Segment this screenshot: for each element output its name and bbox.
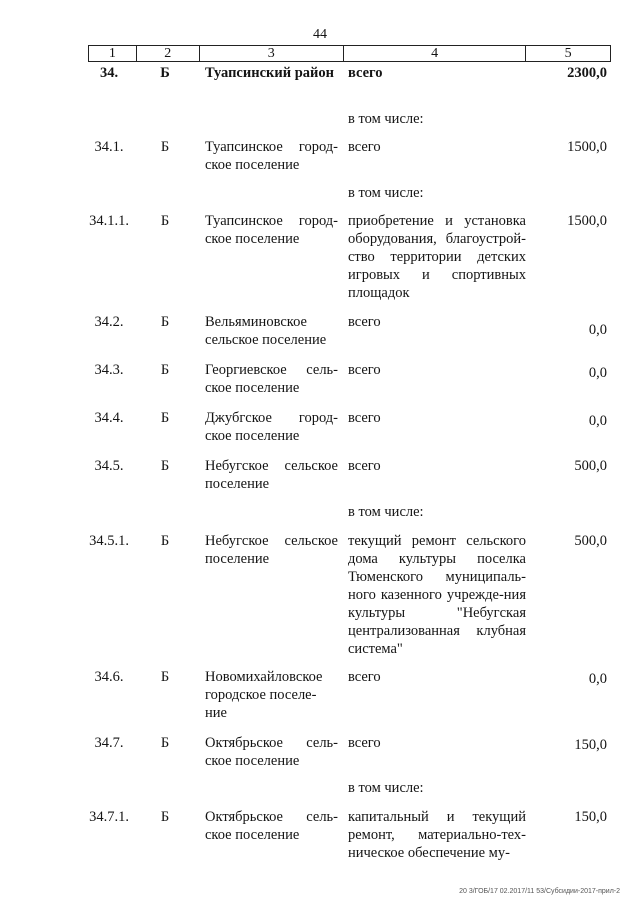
row-number: 34. <box>99 65 119 81</box>
row-description: всего <box>348 458 381 474</box>
row-category: Б <box>160 410 170 426</box>
row-amount: 0,0 <box>588 322 607 338</box>
row-number: 34.3. <box>94 362 124 378</box>
subtotal-caption: в том числе: <box>348 185 424 201</box>
row-amount: 2300,0 <box>567 65 607 81</box>
row-number: 34.2. <box>94 314 124 330</box>
row-category: Б <box>160 139 170 155</box>
row-name: Вельяминовское сельское поселение <box>205 314 327 348</box>
page-number: 44 <box>313 27 327 42</box>
row-amount: 500,0 <box>574 533 607 549</box>
column-header-4: 4 <box>344 46 526 61</box>
row-description: приобретение и установка оборудования, благоустрой-ство территории детских игровых и спортивных площадок <box>348 213 526 301</box>
row-name: Небугское сельское поселение <box>205 533 338 567</box>
subtotal-caption: в том числе: <box>348 111 424 127</box>
row-name: Небугское сельское поселение <box>205 458 338 492</box>
row-name: Туапсинский район <box>205 65 334 81</box>
row-description: всего <box>348 735 381 751</box>
row-amount: 0,0 <box>588 413 607 429</box>
row-number: 34.4. <box>94 410 124 426</box>
column-number-header <box>88 45 611 62</box>
row-category: Б <box>160 213 170 229</box>
subtotal-caption: в том числе: <box>348 504 424 520</box>
row-description: всего <box>348 314 381 330</box>
row-description: всего <box>348 669 381 685</box>
row-description: всего <box>348 362 381 378</box>
row-amount: 150,0 <box>574 809 607 825</box>
row-number: 34.7. <box>94 735 124 751</box>
column-header-1: 1 <box>89 46 137 61</box>
row-description: капитальный и текущий ремонт, материально-тех-ническое обеспечение му- <box>348 809 526 861</box>
row-category: Б <box>160 669 170 685</box>
row-category: Б <box>160 735 170 751</box>
row-amount: 1500,0 <box>567 139 607 155</box>
subtotal-caption: в том числе: <box>348 780 424 796</box>
row-name: Туапсинское город-ское поселение <box>205 139 338 173</box>
row-number: 34.5. <box>94 458 124 474</box>
row-category: Б <box>160 533 170 549</box>
row-name: Новомихайловское городское поселе-ние <box>205 669 323 721</box>
row-amount: 1500,0 <box>567 213 607 229</box>
row-description: текущий ремонт сельского дома культуры поселка Тюменского муниципаль-ного казенного учрежде-ния культуры "Небугская централизованная клубная система" <box>348 533 526 657</box>
row-number: 34.6. <box>94 669 124 685</box>
row-name: Георгиевское сель-ское поселение <box>205 362 338 396</box>
column-header-2: 2 <box>137 46 200 61</box>
row-amount: 150,0 <box>574 737 607 753</box>
row-category: Б <box>160 65 170 81</box>
row-number: 34.1. <box>94 139 124 155</box>
row-category: Б <box>160 809 170 825</box>
row-amount: 0,0 <box>588 671 607 687</box>
row-description: всего <box>348 65 383 81</box>
row-amount: 0,0 <box>588 365 607 381</box>
column-header-5: 5 <box>564 46 572 61</box>
column-header-3: 3 <box>200 46 344 61</box>
row-name: Октябрьское сель-ское поселение <box>205 735 338 769</box>
document-footer-reference: 20 3/ГОБ/17 02.2017/11 53/Субсидии-2017-прил-2 <box>459 888 620 895</box>
row-category: Б <box>160 458 170 474</box>
row-name: Октябрьское сель-ское поселение <box>205 809 338 843</box>
row-number: 34.1.1. <box>89 213 129 229</box>
row-number: 34.5.1. <box>89 533 129 549</box>
row-description: всего <box>348 410 381 426</box>
row-name: Джубгское город-ское поселение <box>205 410 338 444</box>
row-name: Туапсинское город-ское поселение <box>205 213 338 247</box>
row-description: всего <box>348 139 381 155</box>
row-category: Б <box>160 362 170 378</box>
row-category: Б <box>160 314 170 330</box>
row-amount: 500,0 <box>574 458 607 474</box>
row-number: 34.7.1. <box>89 809 129 825</box>
